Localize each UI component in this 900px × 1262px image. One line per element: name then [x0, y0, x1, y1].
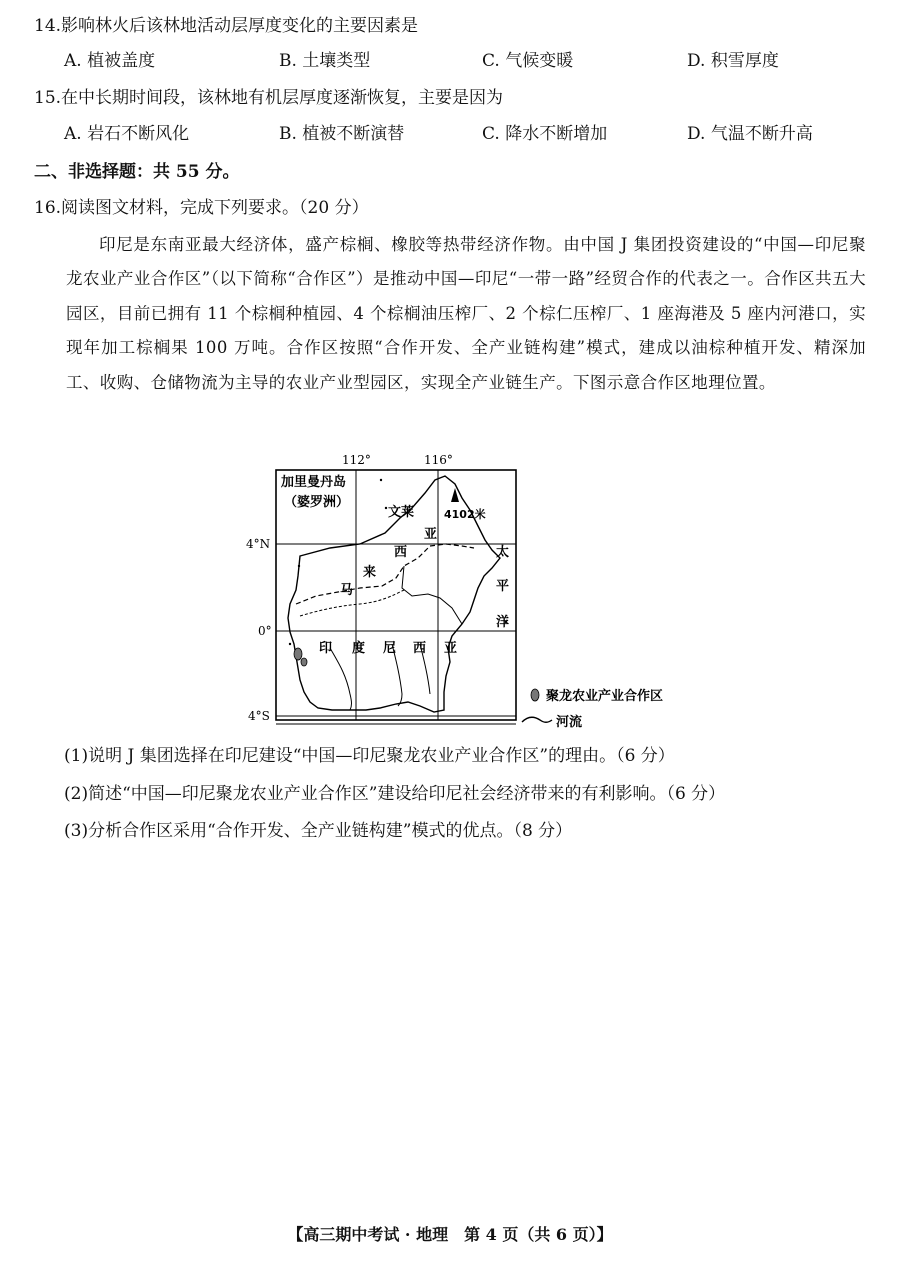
legend-zone-label: 聚龙农业产业合作区	[546, 689, 664, 704]
interior-boundary	[402, 566, 462, 624]
q15-option-a: A. 岩石不断风化	[64, 124, 190, 144]
map-brunei-label: 文莱	[388, 505, 415, 520]
map-indonesia-char: 西	[413, 641, 427, 656]
map-peak-label: 4102米	[444, 508, 486, 521]
map-pacific-char: 太	[496, 545, 510, 560]
map-malaysia-char: 马	[340, 583, 354, 598]
q15-option-d: D. 气温不断升高	[687, 124, 813, 144]
q14-option-b: B. 土壤类型	[279, 51, 371, 71]
map-indonesia-char: 印	[319, 641, 333, 656]
river-2	[330, 648, 352, 710]
section-title: 二、非选择题：共 55 分。	[34, 162, 240, 182]
q14-option-c: C. 气候变暖	[482, 51, 574, 71]
q14-stem: 14.影响林火后该林地活动层厚度变化的主要因素是	[34, 16, 419, 36]
map-indonesia-char: 尼	[383, 641, 397, 656]
map-indonesia-char: 度	[352, 641, 366, 656]
map-lat-4n: 4°N	[246, 537, 271, 551]
q16-sub2: (2)简述“中国—印尼聚龙农业产业合作区”建设给印尼社会经济带来的有利影响。（6 分）	[64, 784, 726, 804]
q14-option-d: D. 积雪厚度	[687, 51, 779, 71]
legend-river-label: 河流	[556, 715, 583, 730]
small-island	[380, 479, 382, 481]
map-lon-112: 112°	[342, 453, 371, 467]
q14-option-a: A. 植被盖度	[64, 51, 156, 71]
location-map	[0, 448, 900, 758]
page-footer: 【高三期中考试 · 地理 第 4 页（共 6 页）】	[287, 1225, 613, 1244]
cooperation-zone-marker	[294, 648, 302, 660]
map-lat-4s: 4°S	[248, 709, 270, 723]
map-pacific-char: 平	[496, 579, 510, 594]
q16-stem: 16.阅读图文材料，完成下列要求。（20 分）	[34, 198, 369, 218]
map-indonesia-char: 亚	[444, 641, 458, 656]
map-pacific-char: 洋	[496, 615, 510, 630]
map-malaysia-char: 来	[363, 565, 377, 580]
legend-zone-icon	[531, 689, 539, 701]
q15-option-b: B. 植被不断演替	[279, 124, 405, 144]
q15-option-c: C. 降水不断增加	[482, 124, 608, 144]
small-island	[385, 507, 387, 509]
map-malaysia-char: 亚	[424, 527, 438, 542]
q16-sub1: (1)说明 J 集团选择在印尼建设“中国—印尼聚龙农业产业合作区”的理由。（6 分）	[64, 746, 675, 766]
q16-material-paragraph: 印尼是东南亚最大经济体，盛产棕榈、橡胶等热带经济作物。由中国 J 集团投资建设的“中国—印尼聚龙农业产业合作区”（以下简称“合作区”）是推动中国—印尼“一带一路”经贸合作的代表之一。合作区共五大园区，目前已拥有 11 个棕榈种植园、4 个棕榈油压榨厂、2 个棕仁压榨厂、1 座海港及 5 座内河港口，实现年加工棕榈果 100 万吨。合作区按照“合作开发、全产业链构建”模式，建成以油棕种植开发、精深加工、收购、仓储物流为主导的农业产业型园区，实现全产业链生产。下图示意合作区地理位置。	[66, 235, 866, 392]
q15-stem: 15.在中长期时间段，该林地有机层厚度逐渐恢复，主要是因为	[34, 88, 504, 108]
map-lon-116: 116°	[424, 453, 453, 467]
map-lat-0: 0°	[258, 624, 272, 638]
map-island-name: 加里曼丹岛	[281, 475, 347, 490]
legend-river-icon	[522, 717, 552, 722]
national-border	[296, 544, 474, 604]
map-malaysia-char: 西	[394, 545, 408, 560]
small-island	[289, 643, 291, 645]
cooperation-zone-marker	[301, 658, 307, 666]
q16-sub3: (3)分析合作区采用“合作开发、全产业链构建”模式的优点。（8 分）	[64, 821, 573, 841]
small-island	[298, 565, 300, 567]
map-island-alt: （婆罗洲）	[284, 495, 350, 510]
